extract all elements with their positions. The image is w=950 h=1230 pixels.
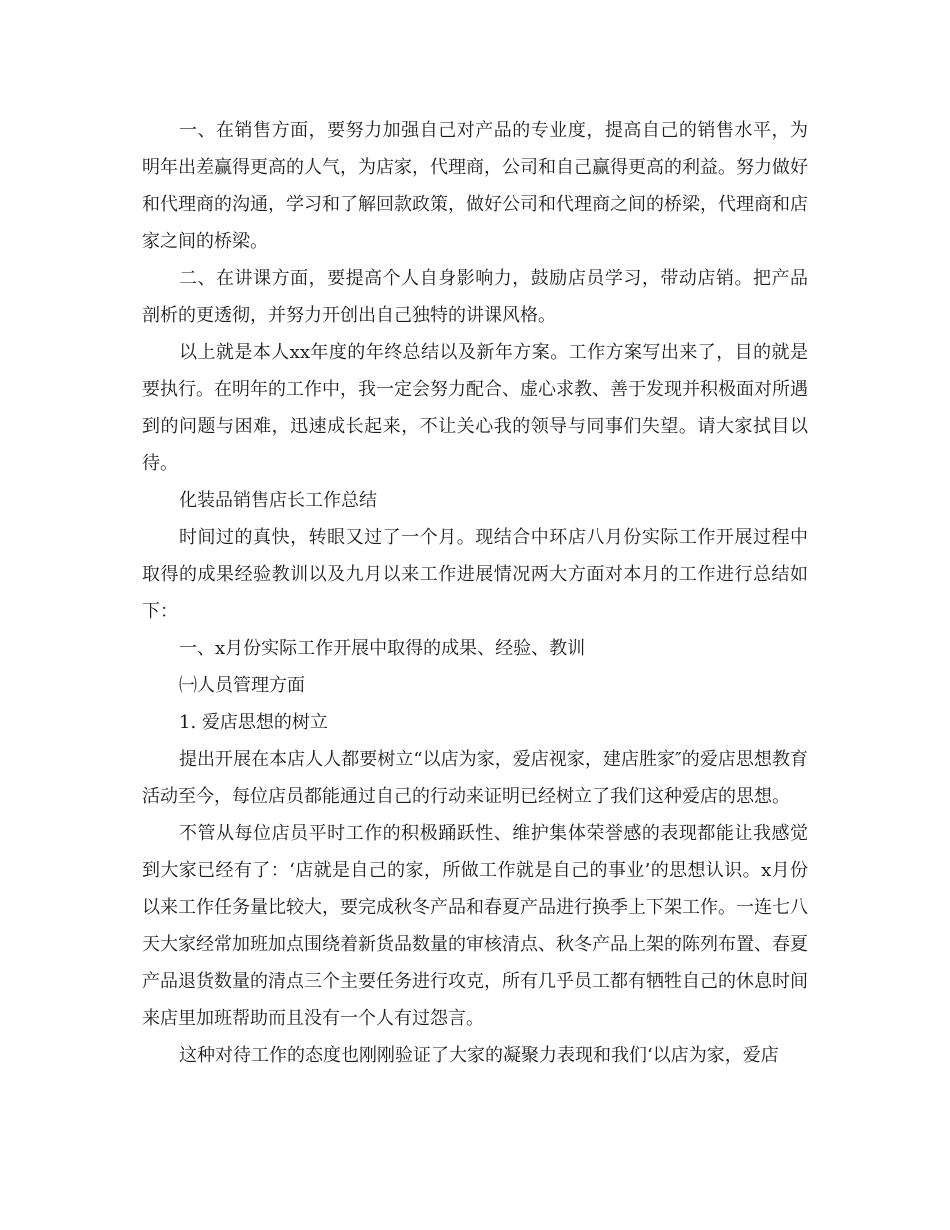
paragraph-year-end-conclusion: 以上就是本人xx年度的年终总结以及新年方案。工作方案写出来了，目的就是要执行。在明年的工作中，我一定会努力配合、虚心求教、善于发现并积极面对所遇到的问题与困难，迅速成长起来，不让关心我的领导与同事们失望。请大家拭目以待。: [142, 342, 808, 474]
heading-level-3: 1. 爱店思想的树立: [179, 712, 328, 733]
document-body: [142, 112, 808, 1074]
heading-level-2: ㈠人员管理方面: [179, 675, 305, 696]
paragraph-love-store-campaign: 提出开展在本店人人都要树立“以店为家，爱店视家，建店胜家″的爱店思想教育活动至今，每位店员都能通过自己的行动来证明已经树立了我们这种爱店的思想。: [142, 749, 808, 807]
section-title: 化装品销售店长工作总结: [179, 490, 377, 511]
paragraph-sales-goal: 一、在销售方面，要努力加强自己对产品的专业度，提高自己的销售水平，为明年出差赢得更高的人气，为店家，代理商，公司和自己赢得更高的利益。努力做好和代理商的沟通，学习和了解回款政策，做好公司和代理商之间的桥梁，代理商和店家之间的桥梁。: [142, 120, 808, 252]
paragraph-summary-intro: 时间过的真快，转眼又过了一个月。现结合中环店八月份实际工作开展过程中取得的成果经验教训以及九月以来工作进展情况两大方面对本月的工作进行总结如下：: [142, 527, 808, 622]
paragraph-training-goal: 二、在讲课方面，要提高个人自身影响力，鼓励店员学习，带动店销。把产品剖析的更透彻，并努力开创出自己独特的讲课风格。: [142, 268, 808, 326]
paragraph-staff-attitude: 不管从每位店员平时工作的积极踊跃性、维护集体荣誉感的表现都能让我感觉到大家已经有了：‘店就是自己的家，所做工作就是自己的事业’的思想认识。x月份以来工作任务量比较大，要完成秋冬产品和春夏产品进行换季上下架工作。一连七八天大家经常加班加点围绕着新货品数量的审核清点、秋冬产品上架的陈列布置、春夏产品退货数量的清点三个主要任务进行攻克，所有几乎员工都有牺牲自己的休息时间来店里加班帮助而且没有一个人有过怨言。: [142, 823, 808, 1029]
paragraph-cohesion: 这种对待工作的态度也刚刚验证了大家的凝聚力表现和我们‘以店为家，爱店: [179, 1045, 779, 1066]
heading-level-1: 一、x月份实际工作开展中取得的成果、经验、教训: [179, 638, 586, 659]
